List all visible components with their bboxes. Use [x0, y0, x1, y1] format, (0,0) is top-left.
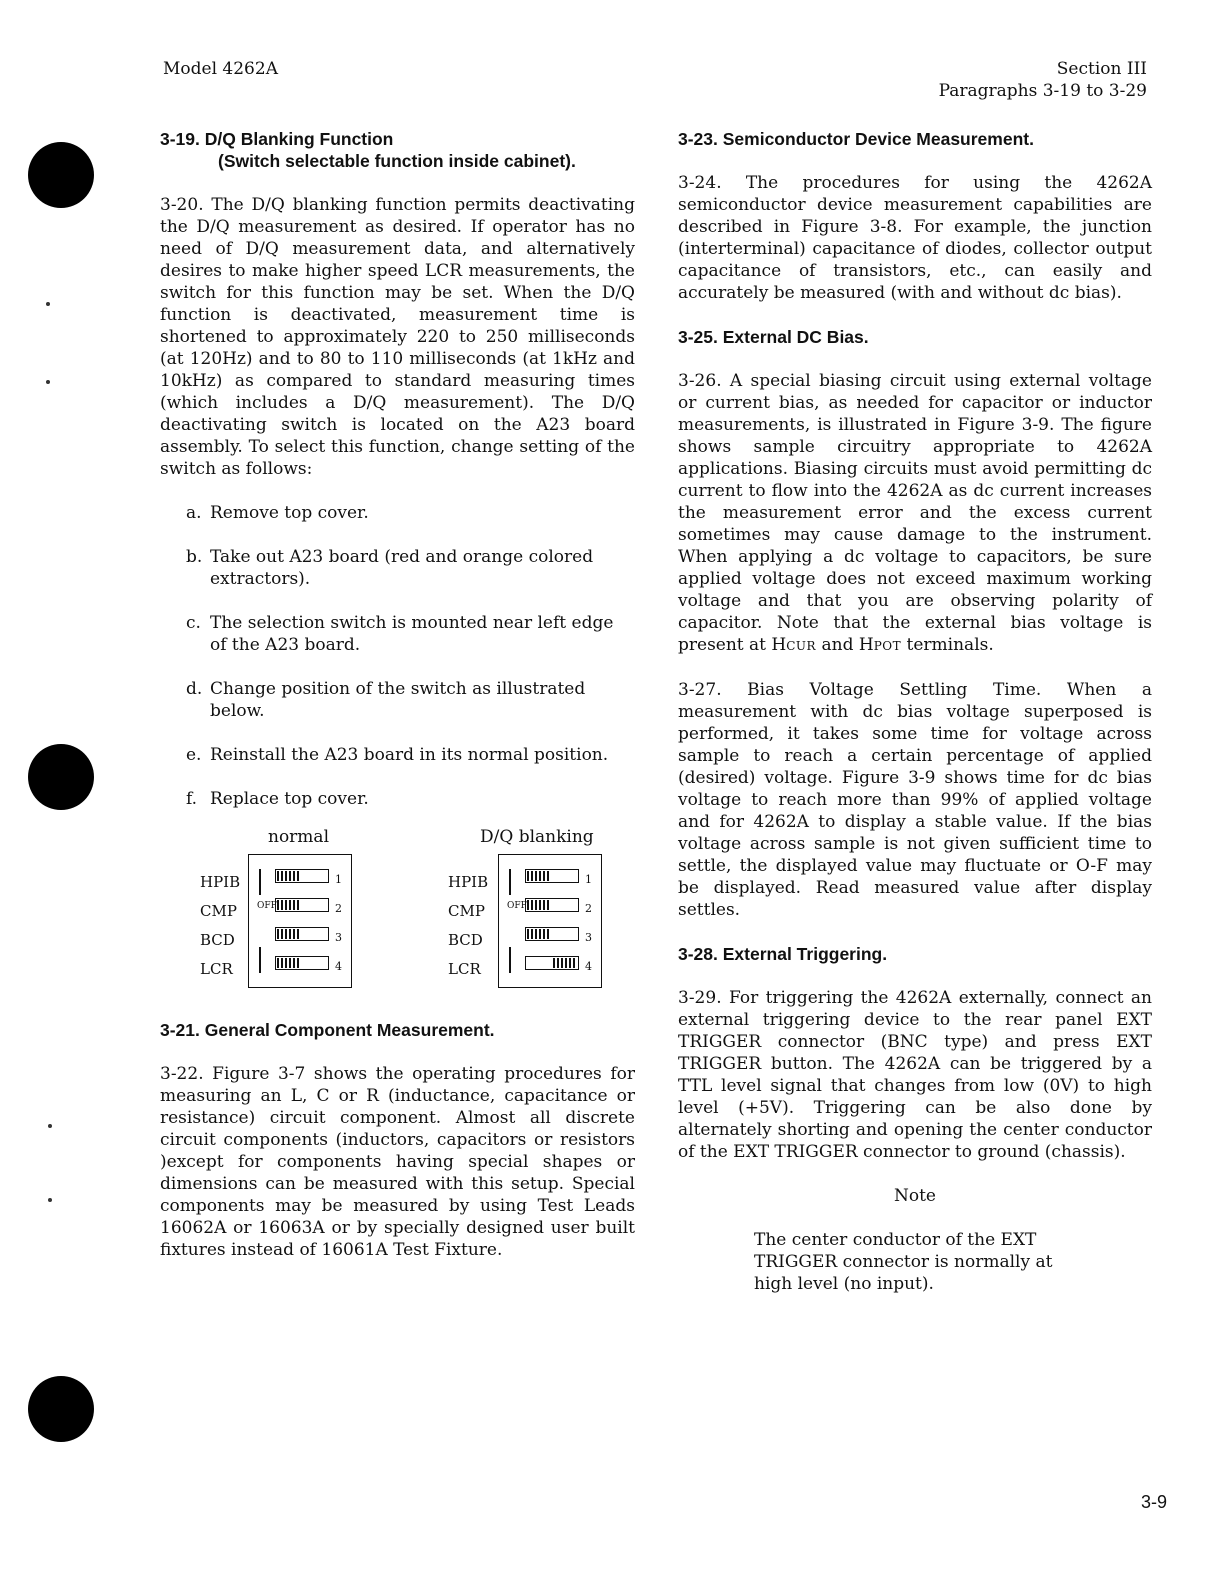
- step-d: [186, 678, 635, 722]
- off-bar-bottom: [259, 947, 261, 973]
- slider-off: [277, 958, 299, 968]
- dip-switch-3: [275, 927, 329, 941]
- heading-3-19-number: 3-19.: [160, 129, 200, 149]
- header-model: Model 4262A: [163, 59, 278, 79]
- paragraph-3-24: 3-24. The procedures for using the 4262A semiconductor device measurement capabilities are described in Figure 3-8. For example, the junction (interterminal) capacitance of diodes, collector output capacitance of transistors, etc., can easily and accurately be measured (with and without dc bias).: [678, 173, 1152, 303]
- scan-speck: [46, 302, 50, 306]
- scan-speck: [48, 1124, 52, 1128]
- dip-switch-box: [248, 854, 352, 988]
- hpot-subscript: POT: [873, 639, 902, 653]
- note-body: The center conductor of the EXT TRIGGER connector is normally at high level (no input).: [754, 1230, 1053, 1294]
- switch-number: 4: [585, 960, 592, 973]
- dip-switch-2: [525, 898, 579, 912]
- page-number: 3-9: [1140, 1492, 1167, 1512]
- slider-off: [277, 900, 299, 910]
- off-bar-top: [509, 869, 511, 895]
- hpot-letter: H: [858, 635, 874, 655]
- slider-off: [277, 871, 299, 881]
- scan-speck: [46, 380, 50, 384]
- slider-off: [527, 900, 549, 910]
- note-title: Note: [893, 1186, 936, 1206]
- binder-hole-top: [28, 142, 94, 208]
- switch-number: 4: [335, 960, 342, 973]
- dip-switch-2: [275, 898, 329, 912]
- step-letter: f.: [186, 789, 198, 809]
- slider-off: [527, 929, 549, 939]
- dip-switch-1: [525, 869, 579, 883]
- paragraph-3-26: [678, 370, 1152, 657]
- label-cmp: CMP: [200, 902, 237, 920]
- step-letter: d.: [186, 679, 203, 699]
- binder-hole-middle: [28, 744, 94, 810]
- conjunction: and: [821, 635, 854, 655]
- label-bcd: BCD: [448, 931, 483, 949]
- header-section: Section III: [1056, 59, 1147, 79]
- diagram-title-dq-blanking: D/Q blanking: [480, 827, 594, 847]
- label-hpib: HPIB: [200, 873, 241, 891]
- switch-diagrams: [160, 826, 635, 1001]
- paragraph-3-22: 3-22. Figure 3-7 shows the operating procedures for measuring an L, C or R (inductance, capacitance or resistance) circuit component. Almost all discrete circuit components (inductors, capacitors or resistors )except for components having special shapes or dimensions can be measured with this setup. Special components may be measured by using Test Leads 16062A or 16063A or by specially designed user built fixtures instead of 16061A Test Fixture.: [160, 1064, 635, 1260]
- switch-number: 2: [335, 902, 342, 915]
- step-text: Remove top cover.: [210, 503, 369, 523]
- diagram-labels: [448, 868, 488, 984]
- slider-off: [277, 929, 299, 939]
- step-letter: a.: [186, 503, 202, 523]
- switch-number: 2: [585, 902, 592, 915]
- left-column: [160, 128, 635, 1283]
- heading-3-19-subtitle: (Switch selectable function inside cabinet).: [218, 151, 576, 171]
- heading-3-28: 3-28. External Triggering.: [678, 944, 888, 964]
- binder-hole-bottom: [28, 1376, 94, 1442]
- label-bcd: BCD: [200, 931, 235, 949]
- heading-3-19-title: D/Q Blanking Function: [204, 129, 394, 149]
- label-lcr: LCR: [200, 960, 233, 978]
- dip-switch-4: [525, 956, 579, 970]
- off-label: OFF: [507, 901, 527, 911]
- paragraph-3-29: 3-29. For triggering the 4262A externally, connect an external triggering device to the rear panel EXT TRIGGER connector (BNC type) and press EXT TRIGGER button. The 4262A can be triggered by a TTL level signal that changes from low (0V) to high level (+5V). Triggering can be also done by alternately shorting and opening the center conductor of the EXT TRIGGER connector to ground (chassis).: [678, 988, 1152, 1162]
- paragraph-3-27: 3-27. Bias Voltage Settling Time. When a measurement with dc bias voltage superposed is performed, it takes some time for voltage across sample to reach a certain percentage of applied (desired) voltage. Figure 3-9 shows time for dc bias voltage to reach more than 99% of applied voltage and for 4262A to display a stable value. If the bias voltage across sample is not given sufficient time to settle, the displayed value may fluctuate or O-F may be displayed. Read measured value after display settles.: [678, 680, 1152, 920]
- dip-switch-box: [498, 854, 602, 988]
- heading-3-25: 3-25. External DC Bias.: [678, 327, 869, 347]
- dip-switch-3: [525, 927, 579, 941]
- header-paragraphs: Paragraphs 3-19 to 3-29: [938, 81, 1147, 101]
- step-letter: b.: [186, 547, 203, 567]
- dip-switch-1: [275, 869, 329, 883]
- step-text: Replace top cover.: [210, 789, 369, 809]
- label-hpib: HPIB: [448, 873, 489, 891]
- heading-3-19: [160, 128, 635, 172]
- step-text: Take out A23 board (red and orange colored extractors).: [210, 547, 594, 589]
- step-letter: e.: [186, 745, 202, 765]
- step-e: [186, 744, 635, 766]
- paragraph-3-26-end: terminals.: [906, 635, 994, 655]
- step-text: The selection switch is mounted near left edge of the A23 board.: [210, 613, 614, 655]
- procedure-steps: [186, 502, 635, 810]
- heading-3-23: 3-23. Semiconductor Device Measurement.: [678, 129, 1034, 149]
- slider-on: [553, 958, 575, 968]
- off-bar-top: [259, 869, 261, 895]
- step-a: [186, 502, 635, 524]
- switch-number: 1: [335, 873, 342, 886]
- right-column: [678, 128, 1152, 1295]
- hcur-terminal: [771, 635, 816, 655]
- heading-3-21: 3-21. General Component Measurement.: [160, 1020, 495, 1040]
- off-bar-bottom: [509, 947, 511, 973]
- switch-number: 3: [335, 931, 342, 944]
- paragraph-3-20: 3-20. The D/Q blanking function permits deactivating the D/Q measurement as desired. If operator has no need of D/Q measurement data, and alternatively desires to make higher speed LCR measurements, the switch for this function may be set. When the D/Q function is deactivated, measurement time is shortened to approximately 220 to 250 milliseconds (at 120Hz) and to 80 to 110 milliseconds (at 1kHz and 10kHz) as compared to standard measuring times (which includes a D/Q measurement). The D/Q deactivating switch is located on the A23 board assembly. To select this function, change setting of the switch as follows:: [160, 195, 635, 479]
- header-section-info: [939, 58, 1147, 102]
- hcur-subscript: CUR: [786, 639, 817, 653]
- step-text: Reinstall the A23 board in its normal position.: [210, 745, 609, 765]
- diagram-title-normal: normal: [268, 827, 330, 847]
- step-letter: c.: [186, 613, 201, 633]
- diagram-labels: [200, 868, 240, 984]
- label-cmp: CMP: [448, 902, 485, 920]
- slider-off: [527, 871, 549, 881]
- step-b: [186, 546, 635, 590]
- dip-switch-4: [275, 956, 329, 970]
- step-c: [186, 612, 635, 656]
- paragraph-3-26-main: 3-26. A special biasing circuit using external voltage or current bias, as needed for capacitor or inductor measurements, is illustrated in Figure 3-9. The figure shows sample circuitry appropriate to 4262A applications. Biasing circuits must avoid permitting dc current to flow into the 4262A as dc current increases the measurement error and the excess current sometimes may cause damage to the instrument. When applying a dc voltage to capacitors, be sure applied voltage does not exceed maximum working voltage and that you are observing polarity of capacitor. Note that the external bias voltage is present at: [678, 371, 1152, 655]
- step-text: Change position of the switch as illustrated below.: [210, 679, 586, 721]
- hpot-terminal: [859, 635, 901, 655]
- switch-number: 3: [585, 931, 592, 944]
- hcur-letter: H: [771, 635, 787, 655]
- label-lcr: LCR: [448, 960, 481, 978]
- step-f: [186, 788, 635, 810]
- off-label: OFF: [257, 901, 277, 911]
- scan-speck: [48, 1198, 52, 1202]
- switch-number: 1: [585, 873, 592, 886]
